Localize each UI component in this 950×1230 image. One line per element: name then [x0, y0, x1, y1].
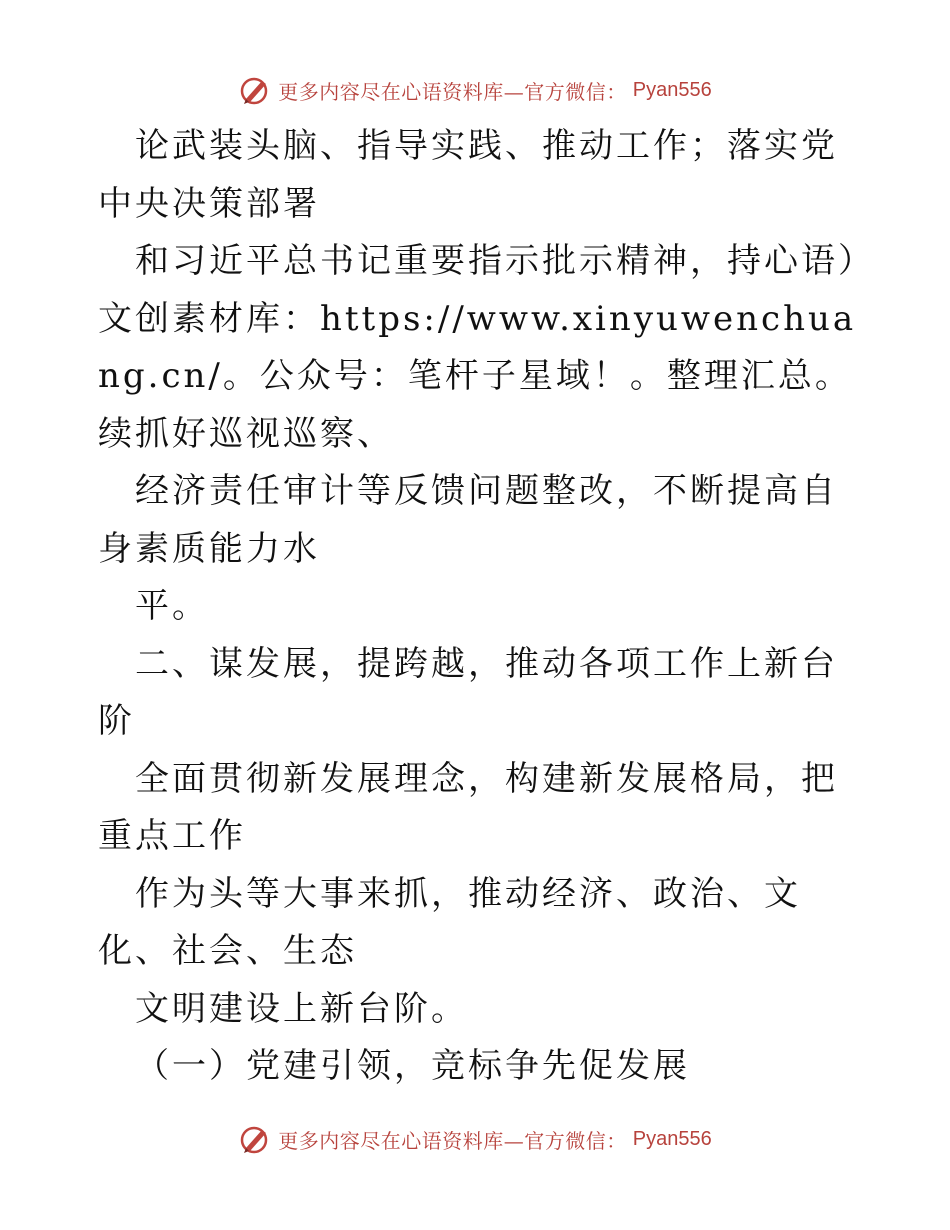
header-banner [0, 70, 950, 110]
footer-banner [0, 1119, 950, 1159]
pen-logo-icon [238, 73, 272, 107]
paragraph: 平。 [135, 586, 209, 626]
document-body [98, 118, 858, 1096]
paragraph: 文明建设上新台阶。 [135, 988, 468, 1029]
paragraph: 经济责任审计等反馈问题整改，不断提高自身素质能力水 [98, 471, 838, 569]
pen-logo-icon [238, 1122, 272, 1156]
paragraph: 作为头等大事来抓，推动经济、政治、文化、社会、生态 [98, 873, 801, 971]
paragraph: 论武装头脑、指导实践、推动工作；落实党中央决策部署 [98, 126, 838, 224]
header-banner-text: 更多内容尽在心语资料库—官方微信： [278, 79, 627, 104]
paragraph: 和习近平总书记重要指示批示精神，持心语）文创素材库：https://www.xinyuwenchuang.cn/。公众号：笔杆子星域！。整理汇总。续抓好巡视巡察、 [98, 241, 858, 454]
subsection-heading: （一）党建引领，竞标争先促发展 [135, 1046, 690, 1086]
header-banner-wechat-id: Pyan556 [632, 78, 712, 101]
section-heading: 二、谋发展，提跨越，推动各项工作上新台阶 [98, 643, 838, 741]
paragraph: 全面贯彻新发展理念，构建新发展格局，把重点工作 [98, 758, 838, 856]
footer-banner-text: 更多内容尽在心语资料库—官方微信： [278, 1128, 627, 1153]
footer-banner-wechat-id: Pyan556 [632, 1127, 712, 1150]
